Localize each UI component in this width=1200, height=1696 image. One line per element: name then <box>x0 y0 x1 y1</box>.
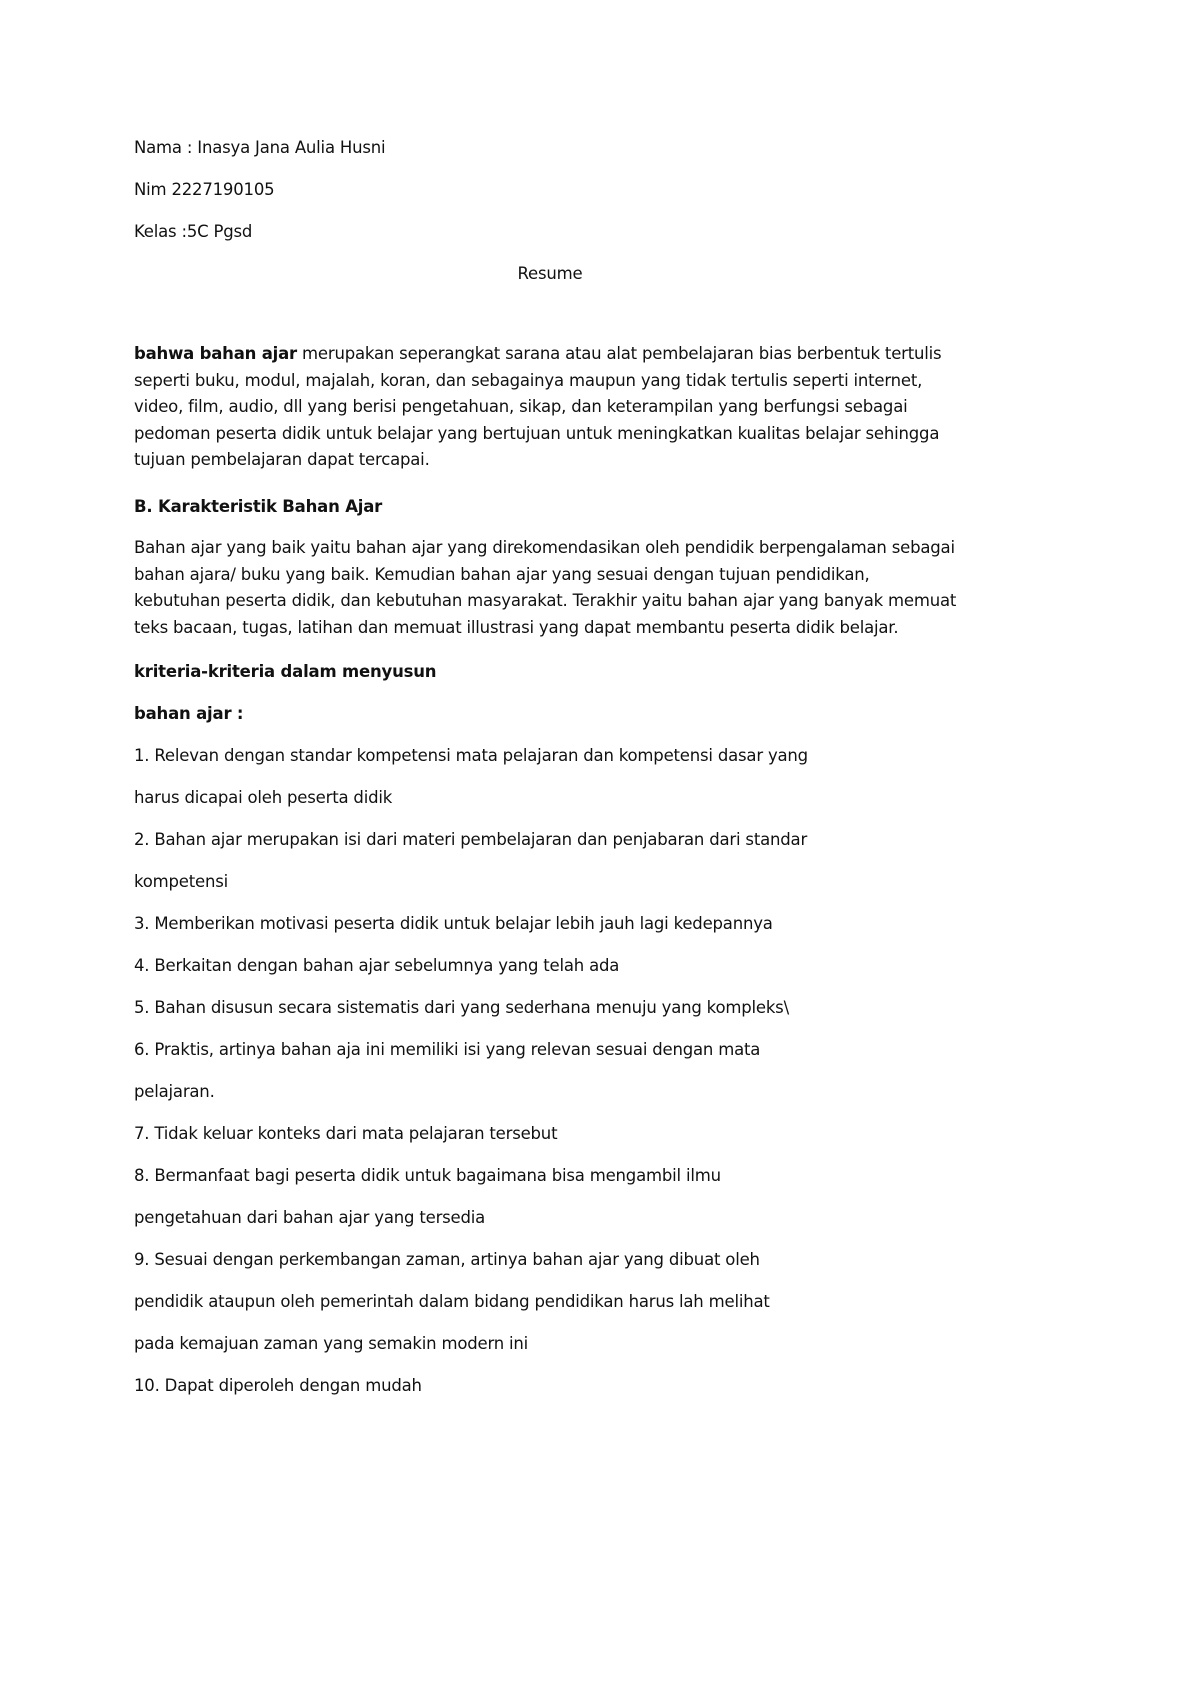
criteria-line: 4. Berkaitan dengan bahan ajar sebelumnya yang telah ada <box>134 956 620 975</box>
student-nim: Nim 2227190105 <box>134 180 275 199</box>
criteria-heading-1: kriteria-kriteria dalam menyusun <box>134 662 437 681</box>
student-name: Nama : Inasya Jana Aulia Husni <box>134 138 386 157</box>
criteria-line: 5. Bahan disusun secara sistematis dari yang sederhana menuju yang kompleks\ <box>134 998 789 1017</box>
criteria-line: 2. Bahan ajar merupakan isi dari materi pembelajaran dan penjabaran dari standar <box>134 830 808 849</box>
criteria-line: 3. Memberikan motivasi peserta didik untuk belajar lebih jauh lagi kedepannya <box>134 914 773 933</box>
student-class: Kelas :5C Pgsd <box>134 222 253 241</box>
section-b-heading: B. Karakteristik Bahan Ajar <box>134 497 383 516</box>
intro-line-5: tujuan pembelajaran dapat tercapai. <box>134 450 430 470</box>
criteria-heading-2: bahan ajar : <box>134 704 244 723</box>
section-b-line-1: Bahan ajar yang baik yaitu bahan ajar yang direkomendasikan oleh pendidik berpengalaman sebagai <box>134 538 955 557</box>
criteria-line: 10. Dapat diperoleh dengan mudah <box>134 1376 422 1395</box>
intro-line-1 <box>134 341 984 368</box>
criteria-line: pengetahuan dari bahan ajar yang tersedia <box>134 1208 486 1227</box>
intro-line-2: seperti buku, modul, majalah, koran, dan sebagainya maupun yang tidak tertulis seperti internet, <box>134 370 923 390</box>
criteria-line: pada kemajuan zaman yang semakin modern ini <box>134 1334 529 1353</box>
section-b-line-4: teks bacaan, tugas, latihan dan memuat illustrasi yang dapat membantu peserta didik belajar. <box>134 617 899 637</box>
section-b-paragraph <box>134 535 984 641</box>
criteria-line: 9. Sesuai dengan perkembangan zaman, artinya bahan ajar yang dibuat oleh <box>134 1250 760 1269</box>
section-b-line-2: bahan ajara/ buku yang baik. Kemudian bahan ajar yang sesuai dengan tujuan pendidikan, <box>134 564 870 584</box>
intro-paragraph <box>134 341 984 474</box>
criteria-line: 6. Praktis, artinya bahan aja ini memiliki isi yang relevan sesuai dengan mata <box>134 1040 761 1059</box>
criteria-line: pelajaran. <box>134 1082 215 1101</box>
criteria-line: harus dicapai oleh peserta didik <box>134 788 393 807</box>
criteria-line: 8. Bermanfaat bagi peserta didik untuk bagaimana bisa mengambil ilmu <box>134 1166 721 1185</box>
criteria-line: 7. Tidak keluar konteks dari mata pelajaran tersebut <box>134 1124 558 1143</box>
criteria-line: 1. Relevan dengan standar kompetensi mata pelajaran dan kompetensi dasar yang <box>134 746 808 765</box>
intro-line-1-rest: merupakan seperangkat sarana atau alat pembelajaran bias berbentuk tertulis <box>297 344 942 363</box>
intro-line-3: video, film, audio, dll yang berisi pengetahuan, sikap, dan keterampilan yang berfungsi sebagai <box>134 397 908 417</box>
intro-lead-bold: bahwa bahan ajar <box>134 344 297 363</box>
criteria-line: pendidik ataupun oleh pemerintah dalam bidang pendidikan harus lah melihat <box>134 1292 770 1311</box>
document-title: Resume <box>517 264 583 283</box>
criteria-line: kompetensi <box>134 872 229 891</box>
intro-line-4: pedoman peserta didik untuk belajar yang bertujuan untuk meningkatkan kualitas belajar sehingga <box>134 423 940 443</box>
section-b-line-3: kebutuhan peserta didik, dan kebutuhan masyarakat. Terakhir yaitu bahan ajar yang banyak memuat <box>134 591 957 611</box>
